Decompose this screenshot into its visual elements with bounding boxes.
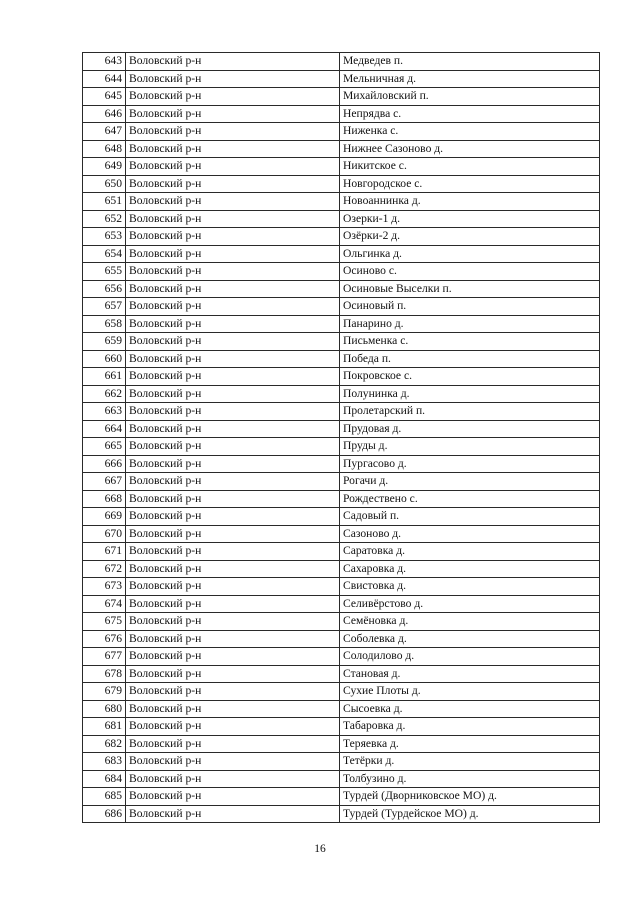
row-number-cell: 676: [83, 630, 126, 648]
row-number-cell: 663: [83, 403, 126, 421]
locality-cell: Нижнее Сазоново д.: [340, 140, 600, 158]
row-number-cell: 677: [83, 648, 126, 666]
district-cell: Воловский р-н: [126, 158, 340, 176]
row-number-cell: 662: [83, 385, 126, 403]
table-row: [83, 263, 600, 281]
table-row: [83, 508, 600, 526]
table-row: [83, 420, 600, 438]
district-cell: Воловский р-н: [126, 123, 340, 141]
row-number-cell: 673: [83, 578, 126, 596]
district-cell: Воловский р-н: [126, 53, 340, 71]
locality-cell: Новоаннинка д.: [340, 193, 600, 211]
row-number-cell: 653: [83, 228, 126, 246]
locality-cell: Панарино д.: [340, 315, 600, 333]
table-row: [83, 525, 600, 543]
table-row: [83, 245, 600, 263]
locality-cell: Озёрки-2 д.: [340, 228, 600, 246]
locality-cell: Письменка с.: [340, 333, 600, 351]
district-cell: Воловский р-н: [126, 333, 340, 351]
table-row: [83, 315, 600, 333]
row-number-cell: 655: [83, 263, 126, 281]
row-number-cell: 675: [83, 613, 126, 631]
district-cell: Воловский р-н: [126, 455, 340, 473]
row-number-cell: 681: [83, 718, 126, 736]
row-number-cell: 664: [83, 420, 126, 438]
table-row: [83, 805, 600, 823]
row-number-cell: 667: [83, 473, 126, 491]
district-cell: Воловский р-н: [126, 665, 340, 683]
row-number-cell: 674: [83, 595, 126, 613]
district-cell: Воловский р-н: [126, 718, 340, 736]
district-cell: Воловский р-н: [126, 105, 340, 123]
locality-cell: Становая д.: [340, 665, 600, 683]
locality-cell: Михайловский п.: [340, 88, 600, 106]
locality-cell: Осиново с.: [340, 263, 600, 281]
locality-cell: Победа п.: [340, 350, 600, 368]
row-number-cell: 670: [83, 525, 126, 543]
settlements-table-body: [83, 53, 600, 823]
table-row: [83, 490, 600, 508]
district-cell: Воловский р-н: [126, 70, 340, 88]
settlements-table: [82, 52, 600, 823]
row-number-cell: 671: [83, 543, 126, 561]
table-row: [83, 753, 600, 771]
locality-cell: Сухие Плоты д.: [340, 683, 600, 701]
district-cell: Воловский р-н: [126, 280, 340, 298]
table-row: [83, 735, 600, 753]
district-cell: Воловский р-н: [126, 175, 340, 193]
row-number-cell: 660: [83, 350, 126, 368]
row-number-cell: 672: [83, 560, 126, 578]
locality-cell: Озерки-1 д.: [340, 210, 600, 228]
locality-cell: Саратовка д.: [340, 543, 600, 561]
table-row: [83, 158, 600, 176]
locality-cell: Медведев п.: [340, 53, 600, 71]
district-cell: Воловский р-н: [126, 88, 340, 106]
row-number-cell: 685: [83, 788, 126, 806]
table-row: [83, 613, 600, 631]
district-cell: Воловский р-н: [126, 648, 340, 666]
table-row: [83, 175, 600, 193]
row-number-cell: 650: [83, 175, 126, 193]
district-cell: Воловский р-н: [126, 525, 340, 543]
row-number-cell: 680: [83, 700, 126, 718]
row-number-cell: 658: [83, 315, 126, 333]
row-number-cell: 656: [83, 280, 126, 298]
row-number-cell: 682: [83, 735, 126, 753]
row-number-cell: 668: [83, 490, 126, 508]
locality-cell: Турдей (Турдейское МО) д.: [340, 805, 600, 823]
district-cell: Воловский р-н: [126, 735, 340, 753]
table-row: [83, 385, 600, 403]
table-row: [83, 228, 600, 246]
table-row: [83, 770, 600, 788]
district-cell: Воловский р-н: [126, 403, 340, 421]
district-cell: Воловский р-н: [126, 385, 340, 403]
district-cell: Воловский р-н: [126, 473, 340, 491]
district-cell: Воловский р-н: [126, 228, 340, 246]
district-cell: Воловский р-н: [126, 805, 340, 823]
row-number-cell: 645: [83, 88, 126, 106]
locality-cell: Семёновка д.: [340, 613, 600, 631]
district-cell: Воловский р-н: [126, 315, 340, 333]
locality-cell: Пролетарский п.: [340, 403, 600, 421]
locality-cell: Рогачи д.: [340, 473, 600, 491]
row-number-cell: 666: [83, 455, 126, 473]
locality-cell: Ниженка с.: [340, 123, 600, 141]
locality-cell: Ольгинка д.: [340, 245, 600, 263]
locality-cell: Табаровка д.: [340, 718, 600, 736]
district-cell: Воловский р-н: [126, 193, 340, 211]
district-cell: Воловский р-н: [126, 508, 340, 526]
row-number-cell: 661: [83, 368, 126, 386]
row-number-cell: 678: [83, 665, 126, 683]
table-row: [83, 70, 600, 88]
table-row: [83, 788, 600, 806]
table-row: [83, 88, 600, 106]
table-row: [83, 455, 600, 473]
district-cell: Воловский р-н: [126, 578, 340, 596]
locality-cell: Пургасово д.: [340, 455, 600, 473]
table-row: [83, 700, 600, 718]
district-cell: Воловский р-н: [126, 560, 340, 578]
locality-cell: Непрядва с.: [340, 105, 600, 123]
table-row: [83, 210, 600, 228]
row-number-cell: 684: [83, 770, 126, 788]
table-row: [83, 53, 600, 71]
row-number-cell: 654: [83, 245, 126, 263]
table-row: [83, 683, 600, 701]
locality-cell: Прудовая д.: [340, 420, 600, 438]
district-cell: Воловский р-н: [126, 700, 340, 718]
district-cell: Воловский р-н: [126, 210, 340, 228]
district-cell: Воловский р-н: [126, 245, 340, 263]
table-row: [83, 193, 600, 211]
table-row: [83, 648, 600, 666]
locality-cell: Покровское с.: [340, 368, 600, 386]
row-number-cell: 669: [83, 508, 126, 526]
row-number-cell: 648: [83, 140, 126, 158]
table-row: [83, 473, 600, 491]
row-number-cell: 646: [83, 105, 126, 123]
locality-cell: Соболевка д.: [340, 630, 600, 648]
locality-cell: Тетёрки д.: [340, 753, 600, 771]
district-cell: Воловский р-н: [126, 770, 340, 788]
table-row: [83, 298, 600, 316]
table-row: [83, 595, 600, 613]
table-row: [83, 123, 600, 141]
locality-cell: Сахаровка д.: [340, 560, 600, 578]
district-cell: Воловский р-н: [126, 368, 340, 386]
row-number-cell: 657: [83, 298, 126, 316]
locality-cell: Осиновый п.: [340, 298, 600, 316]
district-cell: Воловский р-н: [126, 490, 340, 508]
row-number-cell: 647: [83, 123, 126, 141]
table-row: [83, 368, 600, 386]
table-row: [83, 578, 600, 596]
district-cell: Воловский р-н: [126, 140, 340, 158]
row-number-cell: 651: [83, 193, 126, 211]
district-cell: Воловский р-н: [126, 683, 340, 701]
district-cell: Воловский р-н: [126, 753, 340, 771]
district-cell: Воловский р-н: [126, 788, 340, 806]
row-number-cell: 652: [83, 210, 126, 228]
locality-cell: Осиновые Выселки п.: [340, 280, 600, 298]
page-number: 16: [314, 843, 326, 855]
row-number-cell: 683: [83, 753, 126, 771]
table-row: [83, 140, 600, 158]
district-cell: Воловский р-н: [126, 613, 340, 631]
table-row: [83, 438, 600, 456]
table-row: [83, 105, 600, 123]
locality-cell: Селивёрстово д.: [340, 595, 600, 613]
row-number-cell: 665: [83, 438, 126, 456]
locality-cell: Мельничная д.: [340, 70, 600, 88]
district-cell: Воловский р-н: [126, 263, 340, 281]
table-row: [83, 280, 600, 298]
table-row: [83, 543, 600, 561]
district-cell: Воловский р-н: [126, 420, 340, 438]
locality-cell: Турдей (Дворниковское МО) д.: [340, 788, 600, 806]
table-row: [83, 333, 600, 351]
table-row: [83, 350, 600, 368]
locality-cell: Полунинка д.: [340, 385, 600, 403]
row-number-cell: 649: [83, 158, 126, 176]
district-cell: Воловский р-н: [126, 543, 340, 561]
locality-cell: Свистовка д.: [340, 578, 600, 596]
district-cell: Воловский р-н: [126, 630, 340, 648]
district-cell: Воловский р-н: [126, 298, 340, 316]
locality-cell: Никитское с.: [340, 158, 600, 176]
locality-cell: Солодилово д.: [340, 648, 600, 666]
table-row: [83, 403, 600, 421]
row-number-cell: 686: [83, 805, 126, 823]
table-row: [83, 630, 600, 648]
table-row: [83, 718, 600, 736]
row-number-cell: 659: [83, 333, 126, 351]
row-number-cell: 679: [83, 683, 126, 701]
locality-cell: Толбузино д.: [340, 770, 600, 788]
locality-cell: Пруды д.: [340, 438, 600, 456]
locality-cell: Новгородское с.: [340, 175, 600, 193]
locality-cell: Рождествено с.: [340, 490, 600, 508]
row-number-cell: 643: [83, 53, 126, 71]
row-number-cell: 644: [83, 70, 126, 88]
district-cell: Воловский р-н: [126, 595, 340, 613]
locality-cell: Сазоново д.: [340, 525, 600, 543]
table-row: [83, 665, 600, 683]
locality-cell: Садовый п.: [340, 508, 600, 526]
table-row: [83, 560, 600, 578]
locality-cell: Сысоевка д.: [340, 700, 600, 718]
district-cell: Воловский р-н: [126, 350, 340, 368]
district-cell: Воловский р-н: [126, 438, 340, 456]
locality-cell: Теряевка д.: [340, 735, 600, 753]
